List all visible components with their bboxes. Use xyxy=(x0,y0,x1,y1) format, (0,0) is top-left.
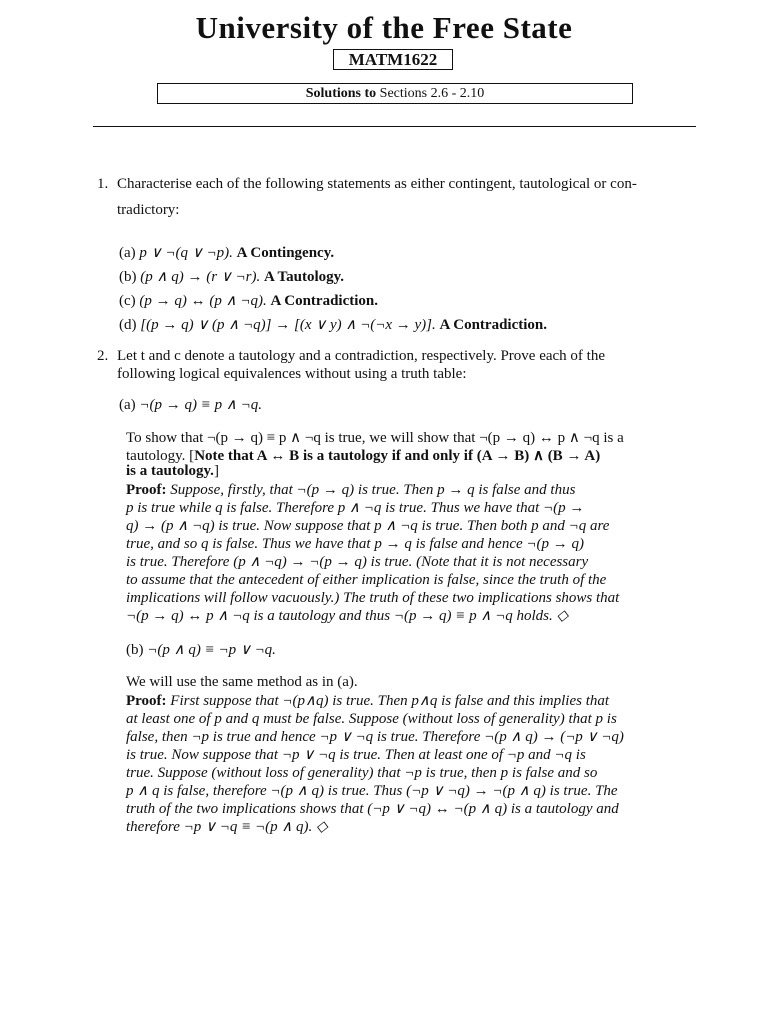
q2a-heading xyxy=(119,395,262,414)
proof-label: Proof: xyxy=(126,482,167,498)
q1-text-line1: Characterise each of the following statements as either contingent, tautological or con- xyxy=(117,176,637,192)
intro-note: Note that A ↔ B is a tautology if and only if (A → B) ∧ (B → A) xyxy=(194,448,601,464)
proof-line: true, and so q is false. Thus we have that p → q is false and hence ¬(p → q) xyxy=(126,536,584,552)
item-label: (c) xyxy=(119,293,136,309)
item-label: (d) xyxy=(119,317,137,333)
q2-number: 2. xyxy=(97,348,109,364)
item-expr: (p ∧ q) → (r ∨ ¬r). xyxy=(140,269,261,285)
proof-line: truth of the two implications shows that (¬p ∨ ¬q) ↔ ¬(p ∧ q) is a tautology and xyxy=(126,801,619,817)
proof-line: p is true while q is false. Therefore p ∧ ¬q is true. Thus we have that ¬(p → xyxy=(126,500,585,516)
q1-item-b xyxy=(119,267,344,286)
q2-text-line1: Let t and c denote a tautology and a contradiction, respectively. Prove each of the xyxy=(117,348,606,364)
proof-line: q) → (p ∧ ¬q) is true. Now suppose that p ∧ ¬q is true. Then both p and ¬q are xyxy=(126,518,610,534)
proof-line: is true. Now suppose that ¬p ∨ ¬q is true. Then at least one of ¬p and ¬q is xyxy=(126,747,586,763)
q2b-heading xyxy=(126,640,276,659)
q2a-intro-line3 xyxy=(126,463,219,480)
proof-line: false, then ¬p is true and hence ¬p ∨ ¬q is true. Therefore ¬(p ∧ q) → (¬p ∨ ¬q) xyxy=(126,729,624,745)
item-expr: (p → q) ↔ (p ∧ ¬q). xyxy=(139,293,267,309)
q1-item-a xyxy=(119,243,334,262)
proof-line: ¬(p → q) ↔ p ∧ ¬q is a tautology and thus ¬(p → q) ≡ p ∧ ¬q holds. ◇ xyxy=(126,608,569,624)
proof-line: implications will follow vacuously.) The truth of these two implications shows that xyxy=(126,590,620,606)
item-answer: A Tautology. xyxy=(264,269,345,285)
item-answer: A Contradiction. xyxy=(270,293,379,309)
q2a-proof xyxy=(126,481,661,625)
bracket-close: ] xyxy=(213,463,219,479)
solutions-label: Solutions to xyxy=(305,86,377,101)
proof-line: to assume that the antecedent of either implication is false, since the truth of the xyxy=(126,572,607,588)
item-answer: A Contingency. xyxy=(236,245,335,261)
intro-text: tautology. [ xyxy=(126,448,195,464)
proof-line: true. Suppose (without loss of generality) that ¬p is true, then p is false and so xyxy=(126,765,598,781)
proof-line xyxy=(126,692,661,710)
intro-note-end: is a tautology. xyxy=(126,463,214,479)
proof-line: therefore ¬p ∨ ¬q ≡ ¬(p ∧ q). ◇ xyxy=(126,819,328,835)
proof-line: at least one of p and q must be false. Suppose (without loss of generality) that p is xyxy=(126,711,617,727)
proof-line xyxy=(126,481,661,499)
q1-item-c xyxy=(119,291,378,310)
header-divider xyxy=(93,126,696,127)
proof-line: p ∧ q is false, therefore ¬(p ∧ q) is true. Thus (¬p ∨ ¬q) → ¬(p ∧ q) is true. The xyxy=(126,783,618,799)
proof-line: is true. Therefore (p ∧ ¬q) → ¬(p → q) is true. (Note that it is not necessary xyxy=(126,554,589,570)
item-answer: A Contradiction. xyxy=(439,317,547,333)
item-label: (a) xyxy=(119,245,136,261)
item-expr: [(p → q) ∨ (p ∧ ¬q)] → [(x ∨ y) ∧ ¬(¬x → y)]. xyxy=(140,317,436,333)
q2b-intro: We will use the same method as in (a). xyxy=(126,674,358,690)
item-expr: ¬(p → q) ≡ p ∧ ¬q. xyxy=(139,397,262,413)
item-label: (a) xyxy=(119,397,136,413)
proof-label: Proof: xyxy=(126,693,167,709)
q2-text-line2: following logical equivalences without using a truth table: xyxy=(117,366,467,382)
solutions-box xyxy=(157,83,633,104)
q1-number: 1. xyxy=(97,176,109,192)
q2b-proof xyxy=(126,692,661,836)
item-expr: ¬(p ∧ q) ≡ ¬p ∨ ¬q. xyxy=(147,642,276,658)
document-title: University of the Free State xyxy=(195,10,573,45)
item-expr: p ∨ ¬(q ∨ ¬p). xyxy=(139,245,233,261)
proof-text: First suppose that ¬(p∧q) is true. Then p∧q is false and this implies that xyxy=(170,693,610,709)
proof-text: Suppose, firstly, that ¬(p → q) is true. Then p → q is false and thus xyxy=(170,482,576,498)
item-label: (b) xyxy=(126,642,144,658)
q1-item-d xyxy=(119,315,547,334)
q1-text-line2: tradictory: xyxy=(117,202,180,218)
course-code-box: MATM1622 xyxy=(333,49,453,70)
q2a-intro-line1: To show that ¬(p → q) ≡ p ∧ ¬q is true, we will show that ¬(p → q) ↔ p ∧ ¬q is a xyxy=(126,430,624,446)
item-label: (b) xyxy=(119,269,137,285)
sections-label: Sections 2.6 - 2.10 xyxy=(379,86,485,101)
